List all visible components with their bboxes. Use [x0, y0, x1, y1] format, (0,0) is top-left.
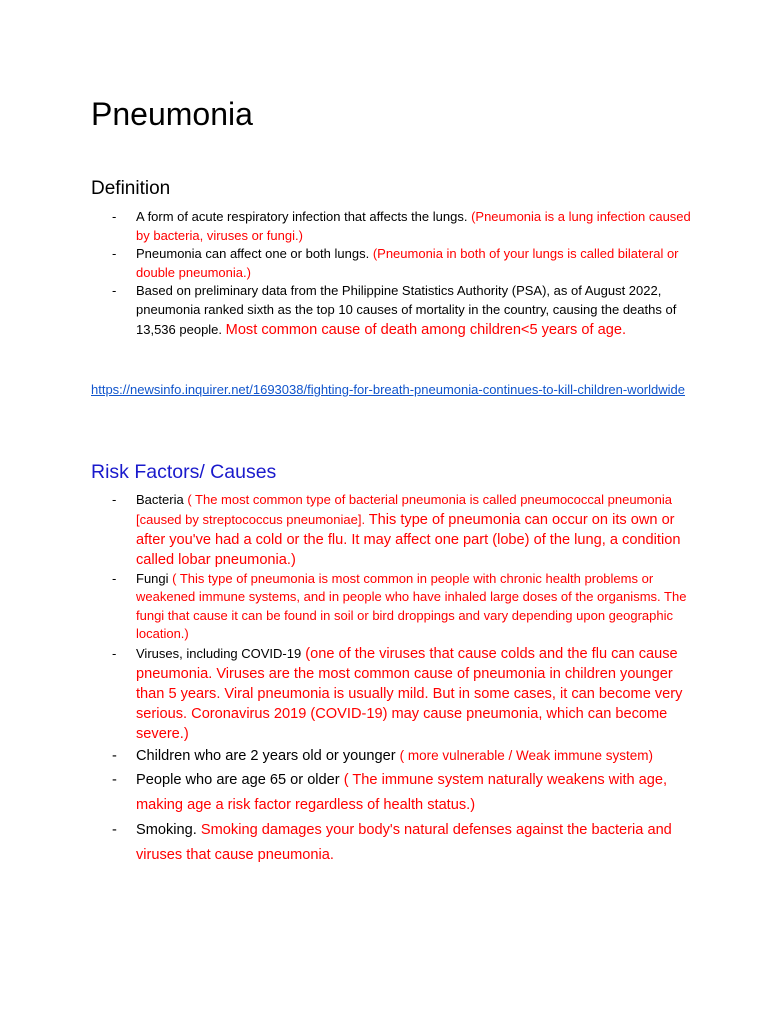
definition-heading: Definition [91, 178, 171, 199]
item-note: Most common cause of death among children<5 years of age. [225, 321, 626, 338]
definition-list [91, 208, 691, 340]
item-text: Based on preliminary data from the Philippine Statistics Authority (PSA), as of August 2022, pneumonia ranked sixth as the top 10 causes of mortality in the country, causing the deaths of 13,536 people. [136, 283, 677, 337]
bullet-dash: - [112, 821, 117, 838]
bullet-dash: - [112, 283, 117, 299]
list-item [91, 570, 691, 644]
item-note: ( The most common type of bacterial pneumonia is called pneumococcal pneumonia [caused by streptococcus pneumoniae]. [136, 492, 672, 527]
bullet-dash: - [112, 771, 117, 788]
item-note: (Pneumonia in both of your lungs is called bilateral or double pneumonia.) [136, 246, 679, 280]
list-item [91, 744, 691, 768]
item-note: ( The immune system naturally weakens with age, making age a risk factor regardless of health status.) [136, 771, 668, 813]
list-item [91, 282, 691, 339]
item-note-large: This type of pneumonia can occur on its own or after you've had a cold or the flu. It may affect one part (lobe) of the lung, a condition called lobar pneumonia.) [136, 511, 681, 568]
item-note: Smoking damages your body's natural defenses against the bacteria and viruses that cause pneumonia. [136, 821, 672, 863]
item-text: Children who are 2 years old or younger [136, 747, 396, 764]
inquirer-article-link[interactable]: https://newsinfo.inquirer.net/1693038/fighting-for-breath-pneumonia-continues-to-kill-children-worldwide [91, 382, 685, 397]
item-text: Fungi [136, 570, 169, 586]
item-text: People who are age 65 or older [136, 771, 340, 788]
item-note: ( more vulnerable / Weak immune system) [399, 747, 653, 763]
list-item [91, 818, 691, 868]
bullet-dash: - [112, 209, 117, 224]
list-item [91, 768, 691, 818]
item-note: (one of the viruses that cause colds and the flu can cause pneumonia. Viruses are the most common cause of pneumonia in children younger than 5 years. Viral pneumonia is usually mild. But in some cases, it can become very serious. Coronavirus 2019 (COVID-19) may cause pneumonia, which can become severe.) [136, 645, 683, 742]
risk-factors-heading: Risk Factors/ Causes [91, 461, 277, 483]
item-note: (Pneumonia is a lung infection caused by bacteria, viruses or fungi.) [136, 209, 691, 243]
item-note: ( This type of pneumonia is most common in people with chronic health problems or weakened immune systems, and in people who have inhaled large doses of the organisms. The fungi that cause it can be found in soil or bird droppings and vary depending upon geographic location.) [136, 570, 687, 642]
bullet-dash: - [112, 645, 117, 661]
item-text: Pneumonia can affect one or both lungs. [136, 246, 370, 262]
bullet-dash: - [112, 246, 117, 262]
list-item [91, 245, 691, 282]
risk-factors-list [91, 491, 691, 868]
list-item [91, 208, 691, 245]
list-item [91, 644, 691, 744]
bullet-dash: - [112, 570, 117, 586]
item-text: A form of acute respiratory infection that affects the lungs. [136, 209, 468, 224]
item-text: Viruses, including COVID-19 [136, 645, 302, 661]
item-text: Smoking. [136, 821, 197, 838]
bullet-dash: - [112, 747, 117, 764]
item-text: Bacteria [136, 492, 184, 507]
bullet-dash: - [112, 492, 117, 507]
list-item [91, 491, 691, 570]
page-title: Pneumonia [91, 96, 253, 132]
